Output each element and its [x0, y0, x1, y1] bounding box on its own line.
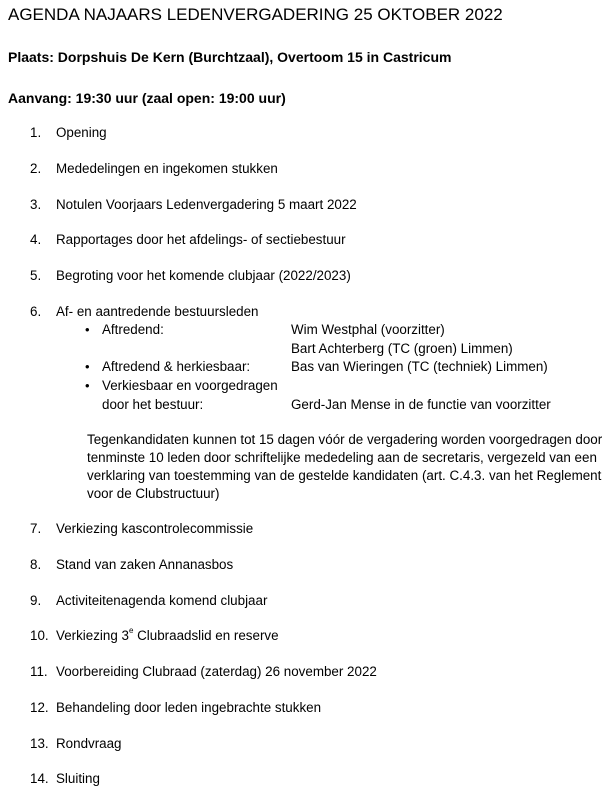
item-text: Stand van zaken Annanasbos: [56, 557, 234, 572]
agenda-item: [30, 160, 278, 177]
resigning-member: Wim Westphal (voorzitter): [291, 322, 445, 337]
item-number: 8.: [30, 557, 42, 572]
item-number: 2.: [30, 161, 42, 176]
item-text: Begroting voor het komende clubjaar (2022/2023): [56, 268, 351, 283]
item-text-start: Verkiezing 3: [56, 628, 129, 643]
item-number: 14.: [30, 771, 49, 786]
agenda-item: [30, 735, 122, 752]
item-text: Rapportages door het afdelings- of sectiebestuur: [56, 232, 346, 247]
note-line: tenminste 10 leden door schriftelijke mededeling aan de secretaris, vergezeld van een: [87, 450, 597, 465]
reelectable-member: Bas van Wieringen (TC (techniek) Limmen): [291, 359, 548, 374]
item-number: 5.: [30, 268, 42, 283]
item-text: [56, 627, 279, 644]
item-number: 13.: [30, 736, 49, 751]
item-text-end: Clubraadslid en reserve: [133, 628, 279, 643]
item-number: 4.: [30, 232, 42, 247]
page-title: AGENDA NAJAARS LEDENVERGADERING 25 OKTOBER 2022: [8, 5, 503, 24]
item-number: 6.: [30, 304, 42, 319]
ordinal-suffix: e: [128, 626, 134, 635]
item-text: Behandeling door leden ingebrachte stukken: [56, 700, 322, 715]
nominated-label: door het bestuur:: [102, 397, 204, 412]
agenda-item: [30, 231, 346, 248]
item-text: Notulen Voorjaars Ledenvergadering 5 maart 2022: [56, 197, 357, 212]
note-line: Tegenkandidaten kunnen tot 15 dagen vóór de vergadering worden voorgedragen door: [87, 432, 603, 447]
item-number: 12.: [30, 700, 49, 715]
bullet-marker: •: [85, 378, 90, 393]
note-line: verklaring van toestemming van de gestelde kandidaten (art. C.4.3. van het Reglement: [87, 468, 602, 483]
item-text: Activiteitenagenda komend clubjaar: [56, 593, 268, 608]
item-text: Rondvraag: [56, 736, 122, 751]
bullet-marker: •: [85, 359, 90, 374]
note-line: voor de Clubstructuur): [87, 486, 220, 501]
resigning-member: Bart Achterberg (TC (groen) Limmen): [291, 341, 513, 356]
item-number: 7.: [30, 521, 42, 536]
item-number: 10.: [30, 628, 49, 643]
agenda-item: [30, 699, 321, 716]
item-text: Verkiezing kascontrolecommissie: [56, 521, 254, 536]
agenda-item: [30, 663, 377, 680]
item-text: Voorbereiding Clubraad (zaterdag) 26 november 2022: [56, 664, 377, 679]
counter-candidates-note: [87, 431, 607, 503]
reelectable-label: Aftredend & herkiesbaar:: [102, 359, 251, 374]
agenda-item: [30, 267, 351, 284]
bullet-marker: •: [85, 322, 90, 337]
item-text: Sluiting: [56, 771, 100, 786]
agenda-item: [30, 770, 100, 787]
resigning-label: Aftredend:: [102, 322, 164, 337]
agenda-item: [30, 592, 267, 609]
item-text: Mededelingen en ingekomen stukken: [56, 161, 278, 176]
item-number: 9.: [30, 593, 42, 608]
agenda-item: [30, 196, 357, 213]
item-number: 1.: [30, 125, 42, 140]
location-line: Plaats: Dorpshuis De Kern (Burchtzaal), Overtoom 15 in Castricum: [8, 49, 452, 65]
start-time-line: Aanvang: 19:30 uur (zaal open: 19:00 uur): [8, 90, 286, 106]
item-number: 11.: [30, 664, 48, 679]
agenda-item: [30, 520, 253, 537]
item-number: 3.: [30, 197, 42, 212]
agenda-item: [30, 556, 233, 573]
item-text: Opening: [56, 125, 107, 140]
item-text: Af- en aantredende bestuursleden: [56, 304, 259, 319]
agenda-item: [30, 303, 259, 320]
agenda-item: [30, 124, 107, 141]
nominated-label: Verkiesbaar en voorgedragen: [102, 378, 278, 393]
nominated-member: Gerd-Jan Mense in de functie van voorzitter: [291, 397, 551, 412]
agenda-item: [30, 627, 279, 644]
